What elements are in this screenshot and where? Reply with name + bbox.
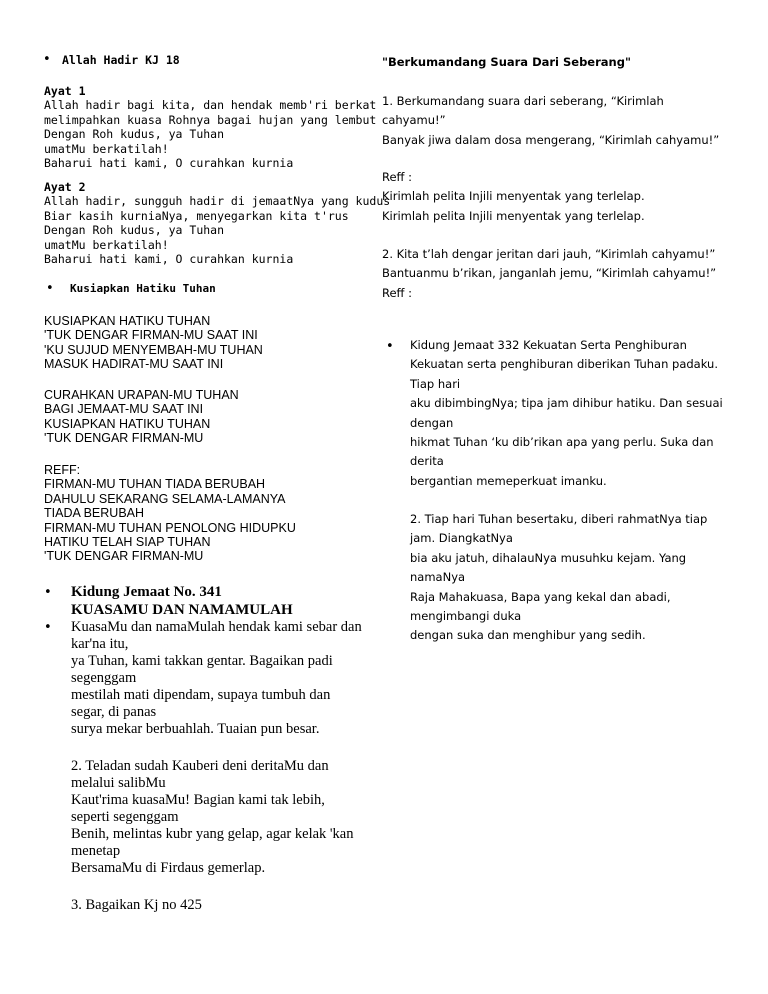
lyric-line: Kirimlah pelita Injili menyentak yang terlelap. bbox=[382, 189, 645, 204]
lyric-line: Raja Mahakuasa, Bapa yang kekal dan abadi, bbox=[410, 589, 671, 604]
lyric-line: HATIKU TELAH SIAP TUHAN bbox=[44, 535, 211, 550]
lyric-line: Allah hadir bagi kita, dan hendak memb'ri berkat bbox=[44, 98, 377, 113]
lyric-line: Baharui hati kami, O curahkan kurnia bbox=[44, 156, 294, 171]
lyric-line: melimpahkan kuasa Rohnya bagai hujan yang lembut bbox=[44, 112, 377, 127]
lyric-line: segenggam bbox=[71, 670, 137, 686]
song-title-kj341 bbox=[71, 583, 293, 619]
lyric-line: bia aku jatuh, dihalauNya musuhku kejam. Yang bbox=[410, 550, 687, 565]
kj18-ayat2 bbox=[44, 180, 390, 266]
berkumandang-verse2 bbox=[382, 245, 716, 303]
berkumandang-reff bbox=[382, 168, 645, 226]
lyric-line: mestilah mati dipendam, supaya tumbuh dan bbox=[71, 687, 331, 703]
kj18-ayat1 bbox=[44, 84, 376, 170]
kj332-verse1 bbox=[410, 336, 723, 491]
lyric-line: FIRMAN-MU TUHAN PENOLONG HIDUPKU bbox=[44, 520, 296, 535]
lyric-line: umatMu berkatilah! bbox=[44, 141, 169, 156]
ayat1-label: Ayat 1 bbox=[44, 84, 86, 98]
lyric-line: Tiap hari bbox=[410, 376, 461, 391]
lyric-line: DAHULU SEKARANG SELAMA-LAMANYA bbox=[44, 491, 286, 506]
bullet-icon: • bbox=[44, 620, 52, 635]
lyric-line: 'TUK DENGAR FIRMAN-MU SAAT INI bbox=[44, 328, 258, 343]
kj341-verse3 bbox=[71, 897, 202, 914]
lyric-line: TIADA BERUBAH bbox=[44, 506, 145, 521]
lyric-line: CURAHKAN URAPAN-MU TUHAN bbox=[44, 388, 239, 402]
song-title-kusiapkan: Kusiapkan Hatiku Tuhan bbox=[70, 282, 216, 295]
lyric-line: 'TUK DENGAR FIRMAN-MU bbox=[44, 549, 204, 564]
lyric-line: KUSIAPKAN HATIKU TUHAN bbox=[44, 416, 211, 431]
lyric-line: Bantuanmu b’rikan, janganlah jemu, “Kirimlah cahyamu!” bbox=[382, 266, 717, 281]
lyric-line: menetap bbox=[71, 843, 121, 859]
lyric-line: 2. Tiap hari Tuhan besertaku, diberi rahmatNya tiap bbox=[410, 512, 708, 526]
title-line: Kidung Jemaat No. 341 bbox=[71, 584, 222, 600]
lyric-line: bergantian memeperkuat imanku. bbox=[410, 473, 607, 488]
lyric-line: BersamaMu di Firdaus gemerlap. bbox=[71, 860, 266, 876]
lyric-line: hikmat Tuhan ‘ku dib’rikan apa yang perlu. Suka dan bbox=[410, 435, 714, 450]
lyric-line: dengan suka dan menghibur yang sedih. bbox=[410, 628, 646, 643]
lyric-line: Allah hadir, sungguh hadir di jemaatNya yang kudus bbox=[44, 194, 391, 209]
lyric-line: 2. Kita t’lah dengar jeritan dari jauh, “Kirimlah cahyamu!” bbox=[382, 247, 716, 261]
lyric-line: Banyak jiwa dalam dosa mengerang, “Kirimlah cahyamu!” bbox=[382, 132, 720, 147]
lyric-line: 'TUK DENGAR FIRMAN-MU bbox=[44, 431, 204, 446]
kj341-verse2 bbox=[71, 758, 353, 877]
bullet-icon: • bbox=[44, 585, 52, 600]
lyric-line: derita bbox=[410, 454, 444, 469]
bullet-icon: • bbox=[386, 339, 394, 354]
lyric-line: seperti segenggam bbox=[71, 809, 179, 825]
reff-label: Reff : bbox=[382, 285, 413, 300]
lyric-line: 2. Teladan sudah Kauberi deni deritaMu dan bbox=[71, 758, 329, 774]
lyric-line: jam. DiangkatNya bbox=[410, 531, 513, 546]
lyric-line: FIRMAN-MU TUHAN TIADA BERUBAH bbox=[44, 477, 266, 492]
song-title-berkumandang: "Berkumandang Suara Dari Seberang" bbox=[382, 55, 631, 69]
lyric-line: 'KU SUJUD MENYEMBAH-MU TUHAN bbox=[44, 342, 263, 357]
lyric-line: Kirimlah pelita Injili menyentak yang terlelap. bbox=[382, 208, 645, 223]
lyric-line: dengan bbox=[410, 415, 454, 430]
berkumandang-verse1 bbox=[382, 92, 719, 150]
bullet-icon: • bbox=[43, 52, 51, 67]
kj341-verse1 bbox=[71, 619, 362, 738]
lyric-line: Kekuatan serta penghiburan diberikan Tuhan padaku. bbox=[410, 357, 718, 372]
lyric-line: Benih, melintas kubr yang gelap, agar kelak 'kan bbox=[71, 826, 354, 842]
lyric-line: namaNya bbox=[410, 570, 466, 585]
lyric-line: MASUK HADIRAT-MU SAAT INI bbox=[44, 357, 224, 372]
lyric-line: mengimbangi duka bbox=[410, 609, 522, 624]
lyric-line: Baharui hati kami, O curahkan kurnia bbox=[44, 252, 294, 267]
kusiapkan-stanza2 bbox=[44, 388, 239, 446]
lyric-line: KUSIAPKAN HATIKU TUHAN bbox=[44, 314, 211, 328]
lyric-line: KuasaMu dan namaMulah hendak kami sebar dan bbox=[71, 619, 362, 635]
ayat2-label: Ayat 2 bbox=[44, 180, 86, 194]
lyric-line: 1. Berkumandang suara dari seberang, “Kirimlah bbox=[382, 94, 664, 108]
lyric-line: ya Tuhan, kami takkan gentar. Bagaikan padi bbox=[71, 653, 333, 669]
title-line: KUASAMU DAN NAMAMULAH bbox=[71, 602, 293, 618]
lyric-line: aku dibimbingNya; tipa jam dihibur hatiku. Dan sesuai bbox=[410, 396, 723, 411]
lyric-line: Kaut'rima kuasaMu! Bagian kami tak lebih, bbox=[71, 792, 325, 808]
kj332-verse2 bbox=[410, 510, 707, 646]
lyric-line: kar'na itu, bbox=[71, 636, 129, 652]
lyric-line: Dengan Roh kudus, ya Tuhan bbox=[44, 223, 225, 238]
song-title-kj18: Allah Hadir KJ 18 bbox=[62, 53, 180, 67]
kusiapkan-reff bbox=[44, 463, 296, 564]
reff-label: REFF: bbox=[44, 463, 81, 477]
lyric-line: Biar kasih kurniaNya, menyegarkan kita t'rus bbox=[44, 208, 349, 223]
lyric-line: Dengan Roh kudus, ya Tuhan bbox=[44, 127, 225, 142]
lyric-line: umatMu berkatilah! bbox=[44, 237, 169, 252]
lyric-line: BAGI JEMAAT-MU SAAT INI bbox=[44, 402, 204, 417]
lyric-line: 3. Bagaikan Kj no 425 bbox=[71, 897, 202, 913]
kusiapkan-stanza1 bbox=[44, 314, 263, 372]
bullet-icon: • bbox=[46, 281, 54, 296]
lyric-line: surya mekar berbuahlah. Tuaian pun besar. bbox=[71, 721, 320, 737]
reff-label: Reff : bbox=[382, 170, 413, 184]
lyric-line: cahyamu!” bbox=[382, 113, 446, 128]
lyric-line: segar, di panas bbox=[71, 704, 157, 720]
lyric-line: melalui salibMu bbox=[71, 775, 166, 791]
song-title-kj332: Kidung Jemaat 332 Kekuatan Serta Penghiburan bbox=[410, 338, 687, 352]
